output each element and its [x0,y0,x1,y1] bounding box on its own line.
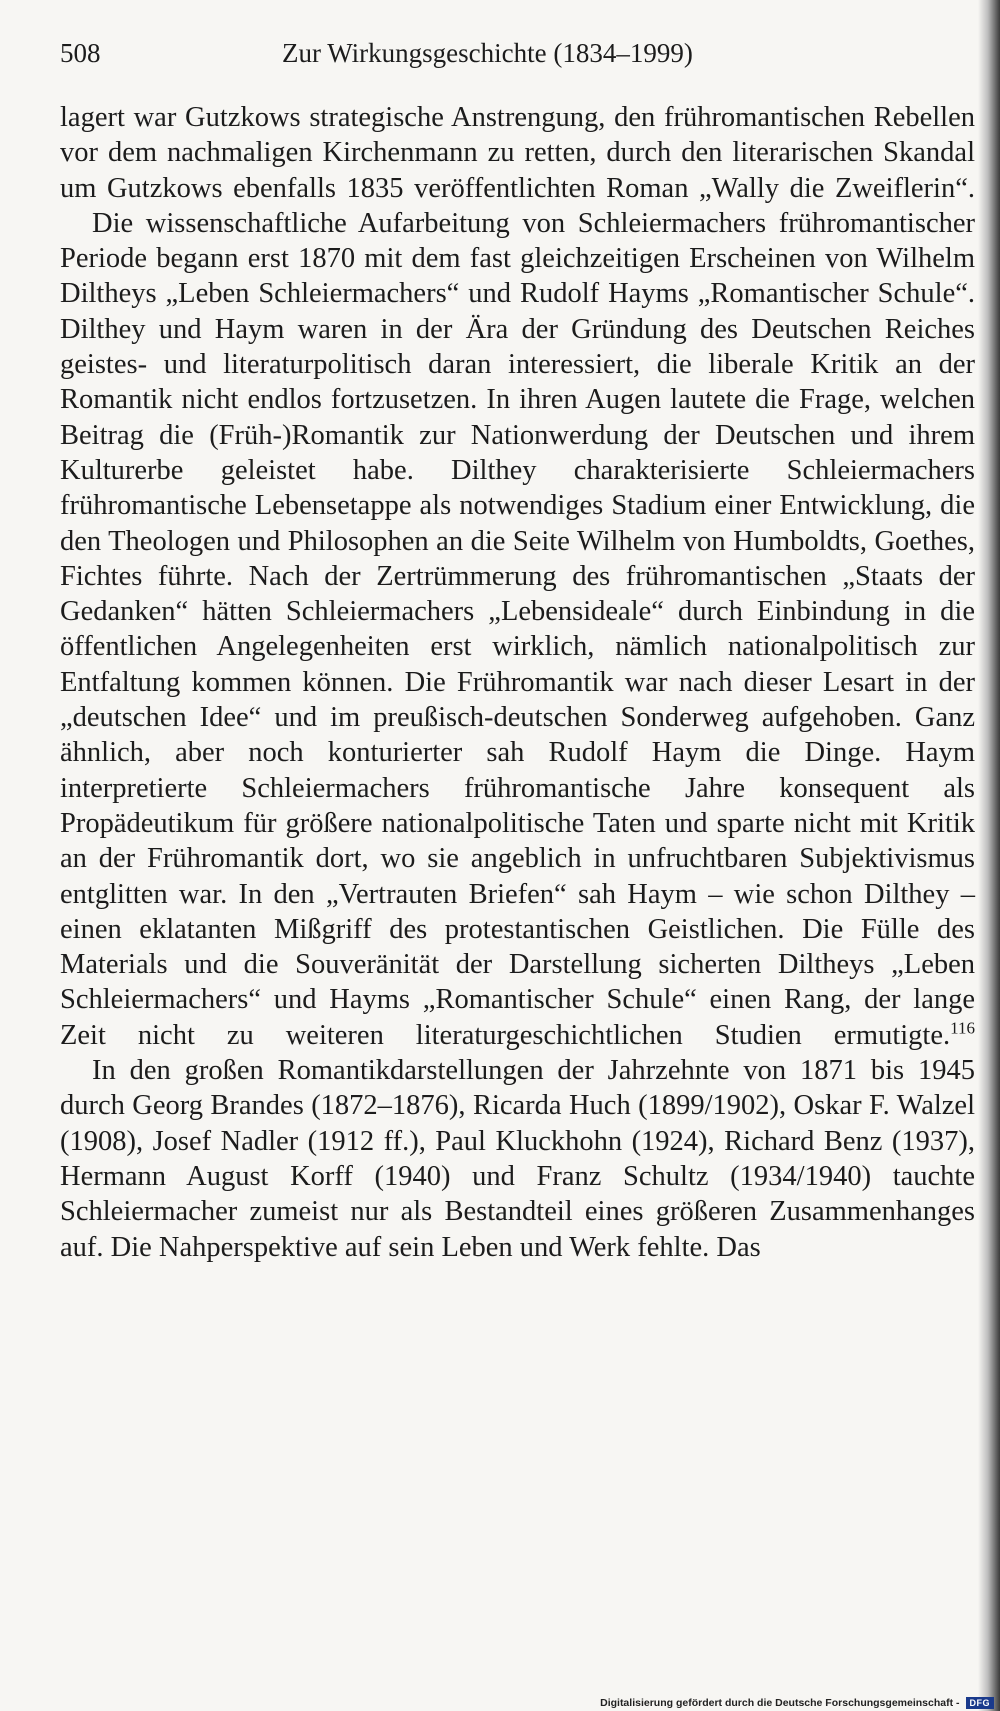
running-title: Zur Wirkungsgeschichte (1834–1999) [282,38,693,68]
paragraph-2 [60,206,975,1053]
paragraph-3-text: In den großen Romantikdarstellungen der Jahrzehnte von 1871 bis 1945 durch Georg Brandes (1872–1876), Ricarda Huch (1899/1902), Oskar F. Walzel (1908), Josef Nadler (1912 ff.), Paul Kluckhohn (1924), Richard Benz (1937), Hermann August Korff (1940) und Franz Schultz (1934/1940) tauchte Schleiermacher zumeist nur als Bestandteil eines größeren Zusammenhanges auf. Die Nahperspektive auf sein Leben und Werk fehlte. Das [60,1055,975,1263]
digitization-credit [576,1695,1000,1711]
dfg-logo: DFG [966,1697,995,1709]
footnote-reference[interactable]: 116 [950,1018,975,1038]
digitization-note: Digitalisierung gefördert durch die Deutsche Forschungsgemeinschaft - [600,1697,960,1709]
running-head [60,38,975,78]
paragraph-2-text: Die wissenschaftliche Aufarbeitung von Schleiermachers frühromantischer Periode begann erst 1870 mit dem fast gleichzeitigen Erscheinen von Wilhelm Diltheys „Leben Schleiermachers“ und Rudolf Hayms „Romantischer Schule“. Dilthey und Haym waren in der Ära der Gründung des Deutschen Reiches geistes- und literaturpolitisch daran interessiert, die liberale Kritik an der Romantik nicht endlos fortzusetzen. In ihren Augen lautete die Frage, welchen Beitrag die (Früh-)Romantik zur Nationwerdung der Deutschen und ihrem Kulturerbe geleistet habe. Dilthey charakterisierte Schleiermachers frühromantische Lebensetappe als notwendiges Stadium einer Entwicklung, die den Theologen und Philosophen an die Seite Wilhelm von Humboldts, Goethes, Fichtes führte. Nach der Zertrümmerung des frühromantischen „Staats der Gedanken“ hätten Schleiermachers „Lebensideale“ durch Einbindung in die öffentlichen Angelegenheiten erst wirklich, nämlich nationalpolitisch zur Entfaltung kommen können. Die Frühromantik war nach dieser Lesart in der „deutschen Idee“ und im preußisch-deutschen Sonderweg aufgehoben. Ganz ähnlich, aber noch konturierter sah Rudolf Haym die Dinge. Haym interpretierte Schleiermachers frühromantische Jahre konsequent als Propädeutikum für größere nationalpolitische Taten und sparte nicht mit Kritik an der Frühromantik dort, wo sie angeblich in unfruchtbaren Subjektivismus entglitten war. In den „Vertrauten Briefen“ sah Haym – wie schon Dilthey – einen eklatanten Mißgriff des protestantischen Geistlichen. Die Fülle des Materials und die Souveränität der Darstellung sicherten Diltheys „Leben Schleiermachers“ und Hayms „Romantischer Schule“ einen Rang, der lange Zeit nicht zu weiteren literaturgeschichtlichen Studien ermutigte. [60,207,975,1051]
scan-shadow-edge [978,0,1000,1711]
body-text [60,100,975,1265]
page-number: 508 [60,38,101,68]
paragraph-3 [60,1053,975,1265]
paragraph-1 [60,100,975,206]
paragraph-1-text: lagert war Gutzkows strategische Anstrengung, den frühromantischen Rebellen vor dem nachmaligen Kirchenmann zu retten, durch den literarischen Skandal um Gutzkows ebenfalls 1835 veröffentlichten Roman „Wally die Zweiflerin“. [60,102,975,204]
